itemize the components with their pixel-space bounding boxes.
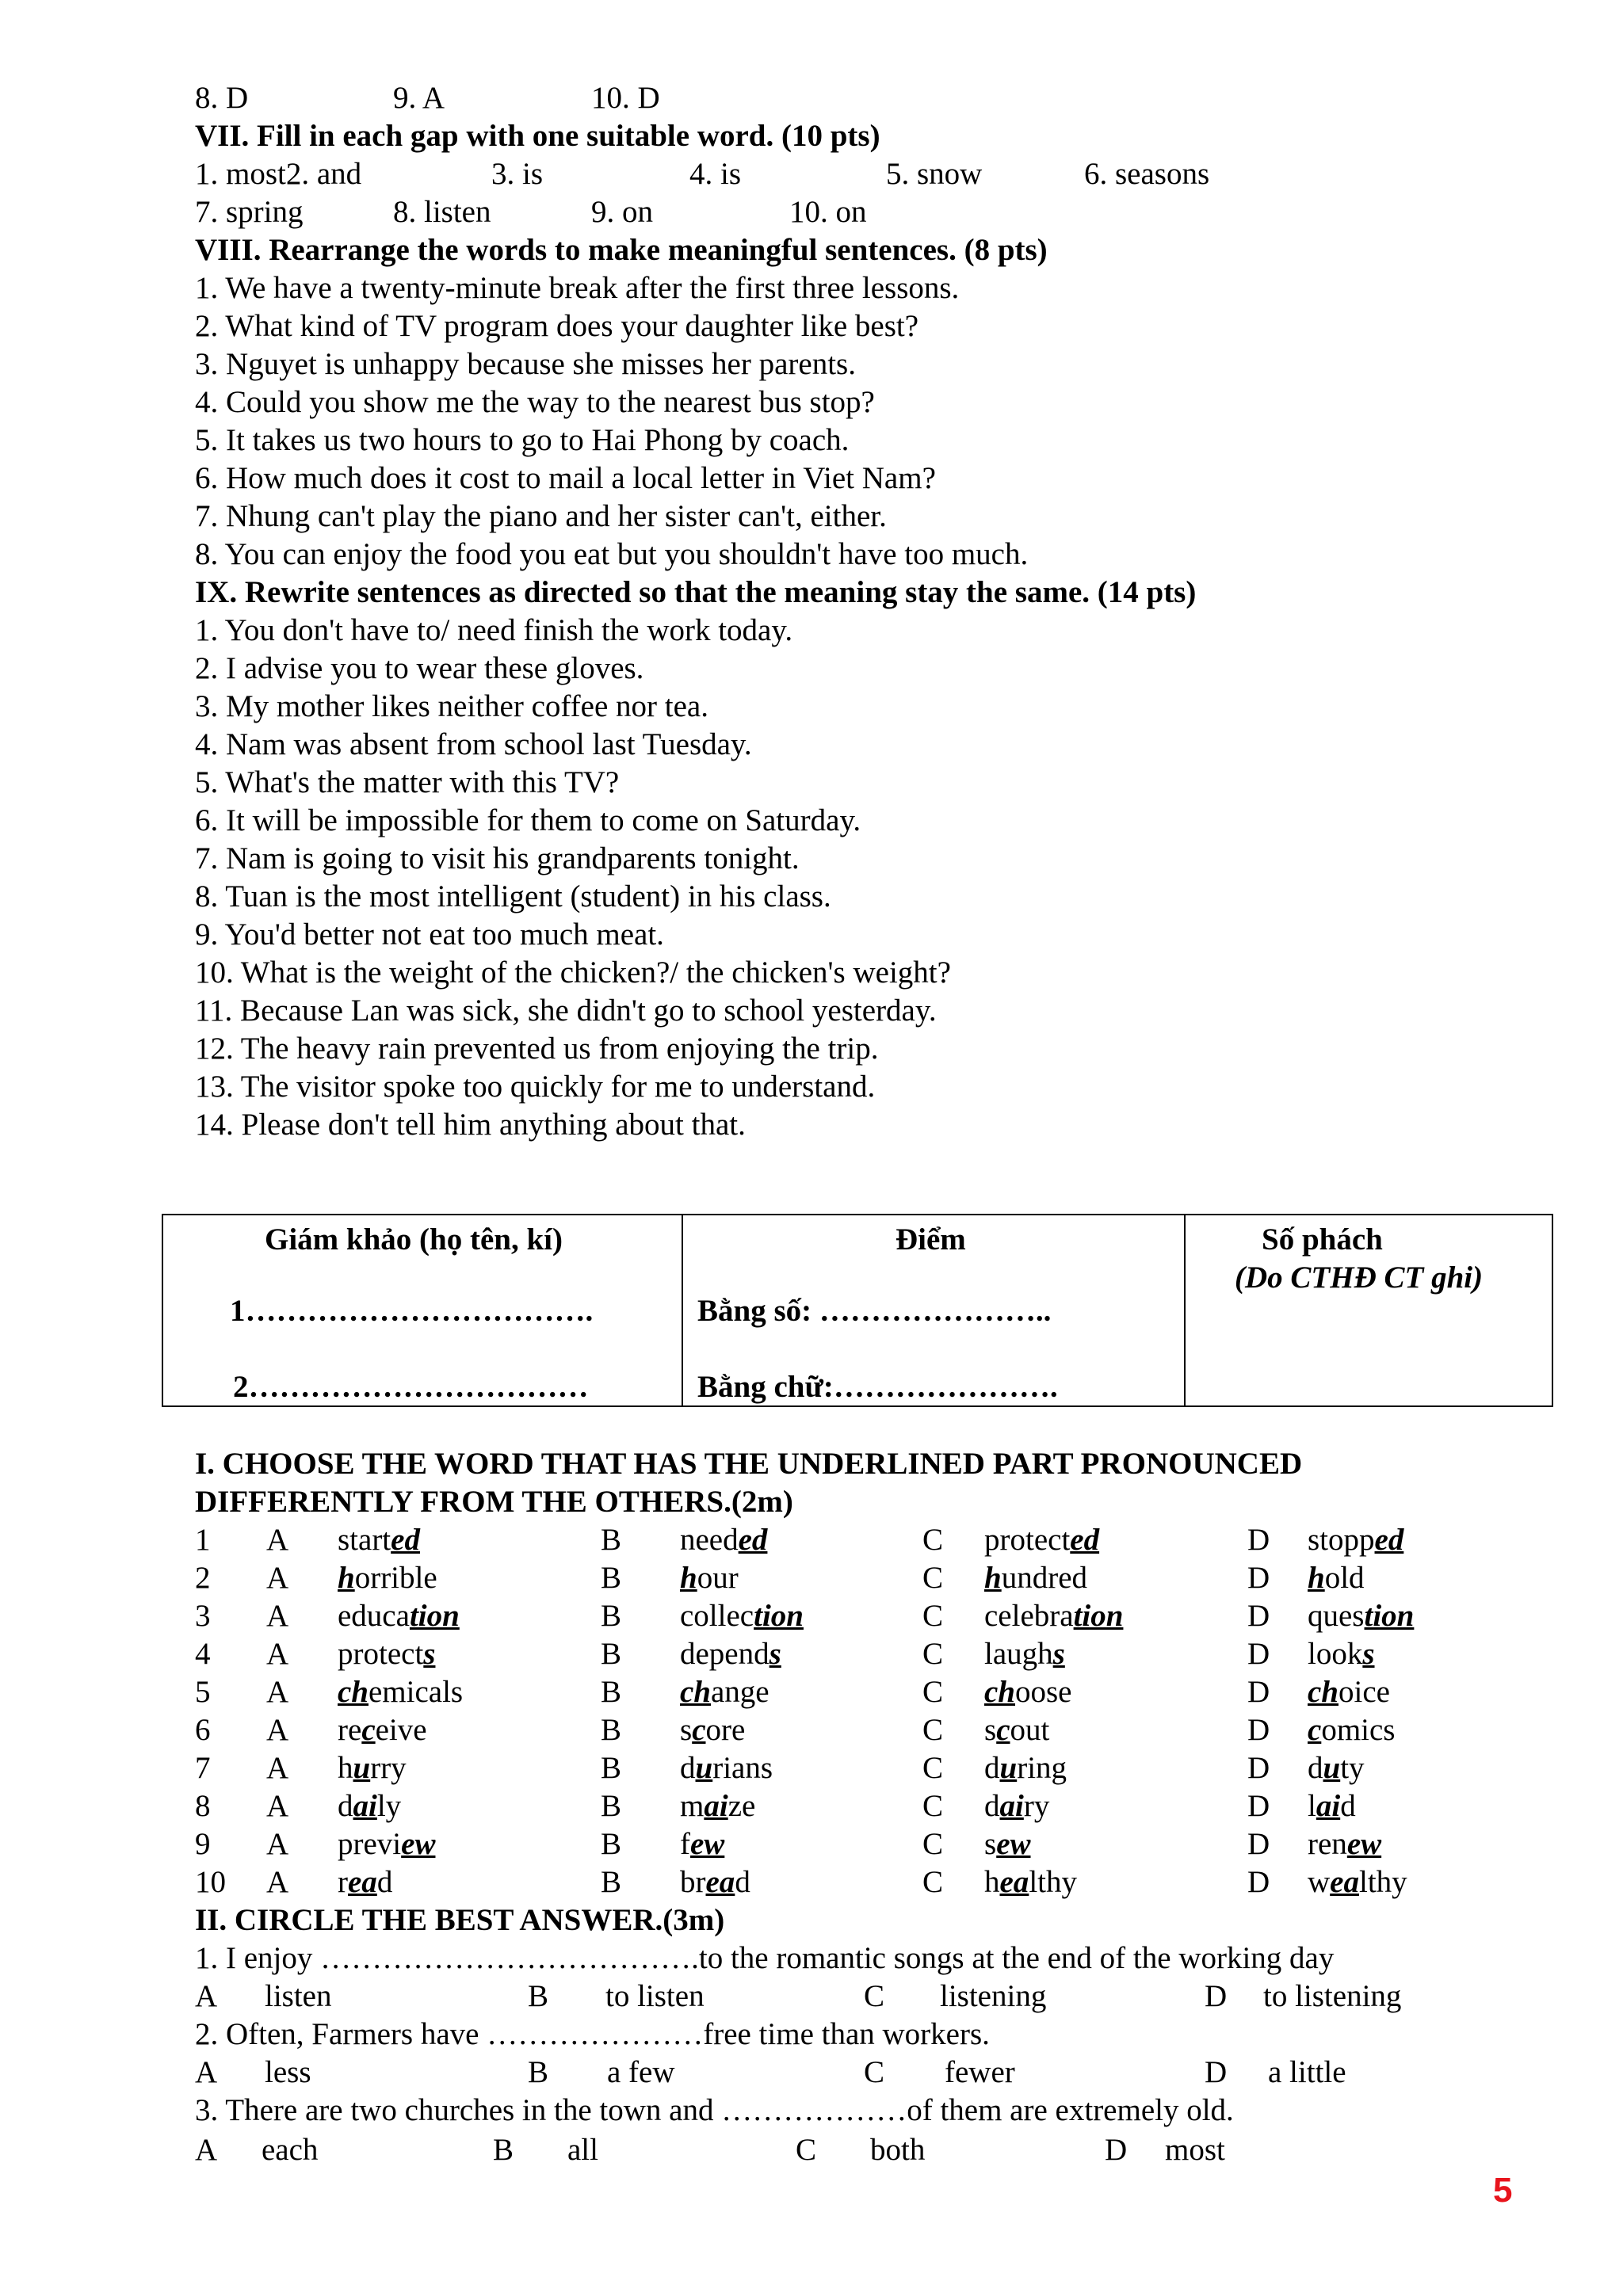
- underlined-part: tion: [1073, 1599, 1124, 1633]
- q1-option-letter: A: [195, 1979, 218, 2013]
- option-word[interactable]: [984, 1749, 1067, 1787]
- q3-option-letter: B: [493, 2133, 514, 2167]
- option-word[interactable]: [680, 1711, 745, 1749]
- option-letter: B: [601, 1675, 622, 1709]
- q1-option-letter: C: [864, 1979, 885, 2013]
- option-word[interactable]: [338, 1521, 420, 1559]
- option-word[interactable]: [338, 1711, 427, 1749]
- underlined-part: ai: [1316, 1789, 1341, 1823]
- score-words-line[interactable]: Bằng chữ:………………….: [697, 1370, 1058, 1404]
- option-letter: D: [1247, 1523, 1270, 1557]
- word-suffix: ze: [727, 1789, 756, 1823]
- q2-option-c[interactable]: fewer: [945, 2055, 1015, 2089]
- option-letter: A: [266, 1523, 289, 1557]
- word-prefix: s: [984, 1827, 997, 1861]
- section-9-item: 8. Tuan is the most intelligent (student) in his class.: [195, 879, 831, 913]
- word-prefix: protect: [984, 1523, 1071, 1557]
- word-prefix: laugh: [984, 1637, 1053, 1671]
- section-8-item: 5. It takes us two hours to go to Hai Phong by coach.: [195, 423, 850, 457]
- option-letter: A: [266, 1751, 289, 1785]
- option-letter: A: [266, 1713, 289, 1747]
- word-prefix: look: [1308, 1637, 1363, 1671]
- word-suffix: rians: [712, 1751, 773, 1785]
- option-word[interactable]: [1308, 1597, 1414, 1635]
- question-number: 5: [195, 1675, 211, 1709]
- section-9-item: 7. Nam is going to visit his grandparents tonight.: [195, 841, 800, 875]
- question-number: 2: [195, 1561, 211, 1595]
- question-number: 4: [195, 1637, 211, 1671]
- word-prefix: r: [338, 1865, 348, 1899]
- underlined-part: ch: [1308, 1675, 1338, 1709]
- word-prefix: stopp: [1308, 1523, 1375, 1557]
- question-3: 3. There are two churches in the town and ………………of them are extremely old.: [195, 2093, 1234, 2127]
- fill-answer: 3. is: [491, 157, 544, 191]
- section-9-item: 5. What's the matter with this TV?: [195, 765, 620, 799]
- score-cell: [682, 1215, 1185, 1406]
- option-letter: D: [1247, 1561, 1270, 1595]
- score-header: Điểm: [896, 1222, 966, 1257]
- option-letter: C: [922, 1599, 944, 1633]
- q3-option-letter: C: [796, 2133, 817, 2167]
- underlined-part: h: [984, 1561, 1002, 1595]
- option-word[interactable]: [680, 1521, 767, 1559]
- word-prefix: ren: [1308, 1827, 1347, 1861]
- section-1-title-line2: DIFFERENTLY FROM THE OTHERS.(2m): [195, 1485, 793, 1519]
- word-suffix: oose: [1015, 1675, 1072, 1709]
- fill-answer: 10. on: [789, 195, 867, 229]
- fill-answer: 8. listen: [393, 195, 491, 229]
- option-letter: A: [266, 1865, 289, 1899]
- option-word[interactable]: [338, 1863, 392, 1901]
- word-suffix: undred: [1001, 1561, 1088, 1595]
- option-letter: D: [1247, 1865, 1270, 1899]
- option-word[interactable]: [984, 1673, 1072, 1711]
- section-8-item: 2. What kind of TV program does your daughter like best?: [195, 309, 919, 343]
- answer-9: 9. A: [393, 81, 445, 115]
- word-suffix: lthy: [1358, 1865, 1407, 1899]
- underlined-part: tion: [1364, 1599, 1415, 1633]
- word-prefix: f: [680, 1827, 690, 1861]
- option-word[interactable]: [984, 1787, 1049, 1825]
- underlined-part: ed: [391, 1523, 420, 1557]
- option-word[interactable]: [1308, 1749, 1365, 1787]
- word-suffix: ore: [705, 1713, 746, 1747]
- option-word[interactable]: [680, 1635, 781, 1673]
- section-8-item: 1. We have a twenty-minute break after the first three lessons.: [195, 271, 960, 305]
- option-word[interactable]: [680, 1825, 724, 1863]
- q2-option-b[interactable]: a few: [607, 2055, 675, 2089]
- q3-option-a[interactable]: each: [262, 2133, 319, 2167]
- underlined-part: ed: [738, 1523, 768, 1557]
- word-suffix: ring: [1017, 1751, 1067, 1785]
- q2-option-letter: B: [528, 2055, 549, 2089]
- section-9-item: 4. Nam was absent from school last Tuesday.: [195, 727, 752, 761]
- word-suffix: d: [376, 1865, 393, 1899]
- option-letter: B: [601, 1865, 622, 1899]
- option-word[interactable]: [1308, 1635, 1375, 1673]
- option-letter: A: [266, 1675, 289, 1709]
- option-letter: D: [1247, 1789, 1270, 1823]
- option-letter: C: [922, 1713, 944, 1747]
- q3-option-d[interactable]: most: [1165, 2133, 1225, 2167]
- fill-answer: 6. seasons: [1084, 157, 1210, 191]
- option-letter: C: [922, 1827, 944, 1861]
- option-word[interactable]: [338, 1825, 435, 1863]
- word-suffix: ange: [711, 1675, 769, 1709]
- question-number: 8: [195, 1789, 211, 1823]
- examiner-1-line[interactable]: 1…………………………….: [230, 1294, 594, 1328]
- option-letter: C: [922, 1523, 944, 1557]
- q3-option-letter: A: [195, 2133, 218, 2167]
- option-word[interactable]: [1308, 1521, 1403, 1559]
- q1-option-a[interactable]: listen: [265, 1979, 332, 2013]
- fill-answer: 1. most2. and: [195, 157, 362, 191]
- answer-10: 10. D: [591, 81, 660, 115]
- underlined-part: ch: [984, 1675, 1015, 1709]
- word-suffix: emicals: [369, 1675, 464, 1709]
- option-word[interactable]: [680, 1787, 755, 1825]
- option-letter: B: [601, 1789, 622, 1823]
- word-suffix: ty: [1340, 1751, 1365, 1785]
- q2-option-letter: C: [864, 2055, 885, 2089]
- fill-answer: 9. on: [591, 195, 653, 229]
- word-prefix: protect: [338, 1637, 424, 1671]
- option-letter: B: [601, 1561, 622, 1595]
- examiner-cell: [162, 1215, 682, 1406]
- underlined-part: ai: [353, 1789, 377, 1823]
- underlined-part: ew: [996, 1827, 1031, 1861]
- option-letter: B: [601, 1827, 622, 1861]
- option-word[interactable]: [680, 1673, 769, 1711]
- option-word[interactable]: [680, 1863, 750, 1901]
- word-suffix: old: [1324, 1561, 1365, 1595]
- word-prefix: ques: [1308, 1599, 1365, 1633]
- option-letter: D: [1247, 1827, 1270, 1861]
- option-word[interactable]: [1308, 1711, 1395, 1749]
- question-number: 7: [195, 1751, 211, 1785]
- option-word[interactable]: [1308, 1559, 1365, 1597]
- option-word[interactable]: [1308, 1863, 1407, 1901]
- option-word[interactable]: [338, 1673, 463, 1711]
- underlined-part: ew: [401, 1827, 436, 1861]
- option-letter: A: [266, 1827, 289, 1861]
- option-letter: B: [601, 1637, 622, 1671]
- option-letter: C: [922, 1865, 944, 1899]
- option-letter: D: [1247, 1637, 1270, 1671]
- answer-8: 8. D: [195, 81, 249, 115]
- word-suffix: rry: [370, 1751, 407, 1785]
- word-prefix: w: [1308, 1865, 1331, 1899]
- underlined-part: h: [680, 1561, 697, 1595]
- word-prefix: d: [1308, 1751, 1323, 1785]
- word-suffix: oice: [1338, 1675, 1390, 1709]
- fill-answer: 5. snow: [886, 157, 983, 191]
- underlined-part: u: [695, 1751, 713, 1785]
- option-word[interactable]: [338, 1597, 460, 1635]
- question-1: 1. I enjoy ……………………………….to the romantic songs at the end of the working day: [195, 1941, 1335, 1975]
- word-suffix: orrible: [354, 1561, 437, 1595]
- option-word[interactable]: [338, 1749, 407, 1787]
- word-suffix: our: [697, 1561, 739, 1595]
- section-9-item: 9. You'd better not eat too much meat.: [195, 917, 664, 952]
- word-prefix: d: [338, 1789, 353, 1823]
- option-letter: A: [266, 1599, 289, 1633]
- q1-option-d[interactable]: to listening: [1263, 1979, 1402, 2013]
- word-prefix: educa: [338, 1599, 410, 1633]
- word-suffix: ly: [376, 1789, 402, 1823]
- q2-option-letter: A: [195, 2055, 218, 2089]
- question-2: 2. Often, Farmers have …………………free time than workers.: [195, 2017, 990, 2051]
- underlined-part: c: [692, 1713, 706, 1747]
- option-word[interactable]: [338, 1635, 435, 1673]
- underlined-part: ch: [338, 1675, 369, 1709]
- code-header: Số phách: [1262, 1222, 1383, 1257]
- q1-option-b[interactable]: to listen: [605, 1979, 705, 2013]
- underlined-part: ai: [999, 1789, 1024, 1823]
- option-letter: A: [266, 1561, 289, 1595]
- option-word[interactable]: [984, 1825, 1031, 1863]
- option-word[interactable]: [984, 1597, 1123, 1635]
- option-word[interactable]: [680, 1749, 773, 1787]
- section-8-item: 3. Nguyet is unhappy because she misses her parents.: [195, 347, 856, 381]
- underlined-part: s: [1052, 1637, 1065, 1671]
- section-9-item: 12. The heavy rain prevented us from enjoying the trip.: [195, 1032, 879, 1066]
- underlined-part: ea: [348, 1865, 377, 1899]
- option-word[interactable]: [680, 1597, 804, 1635]
- word-prefix: previ: [338, 1827, 402, 1861]
- underlined-part: c: [996, 1713, 1010, 1747]
- section-9-item: 14. Please don't tell him anything about that.: [195, 1108, 746, 1142]
- option-letter: C: [922, 1789, 944, 1823]
- question-number: 3: [195, 1599, 211, 1633]
- underlined-part: h: [338, 1561, 355, 1595]
- section-8-item: 7. Nhung can't play the piano and her sister can't, either.: [195, 499, 887, 533]
- option-letter: D: [1247, 1713, 1270, 1747]
- section-9-item: 2. I advise you to wear these gloves.: [195, 651, 644, 685]
- underlined-part: ed: [1374, 1523, 1404, 1557]
- word-suffix: omics: [1321, 1713, 1396, 1747]
- word-suffix: d: [735, 1865, 750, 1899]
- section-9-item: 1. You don't have to/ need finish the work today.: [195, 613, 793, 647]
- section-8-title: VIII. Rearrange the words to make meaningful sentences. (8 pts): [195, 233, 1048, 267]
- option-word[interactable]: [984, 1559, 1087, 1597]
- question-number: 10: [195, 1865, 226, 1899]
- word-suffix: ry: [1023, 1789, 1050, 1823]
- question-number: 1: [195, 1523, 211, 1557]
- option-word[interactable]: [1308, 1825, 1381, 1863]
- page-number: 5: [1493, 2171, 1513, 2210]
- word-prefix: depend: [680, 1637, 769, 1671]
- option-letter: B: [601, 1751, 622, 1785]
- word-prefix: l: [1308, 1789, 1316, 1823]
- underlined-part: ea: [999, 1865, 1029, 1899]
- code-cell: [1185, 1215, 1552, 1406]
- underlined-part: ea: [1330, 1865, 1359, 1899]
- underlined-part: s: [769, 1637, 781, 1671]
- section-8-item: 8. You can enjoy the food you eat but you shouldn't have too much.: [195, 537, 1029, 571]
- underlined-part: u: [999, 1751, 1018, 1785]
- section-9-title: IX. Rewrite sentences as directed so that the meaning stay the same. (14 pts): [195, 575, 1197, 609]
- word-prefix: d: [984, 1789, 1000, 1823]
- word-suffix: out: [1010, 1713, 1050, 1747]
- word-suffix: lthy: [1029, 1865, 1077, 1899]
- word-prefix: need: [680, 1523, 739, 1557]
- question-number: 9: [195, 1827, 211, 1861]
- option-word[interactable]: [338, 1787, 401, 1825]
- q1-option-letter: D: [1205, 1979, 1228, 2013]
- word-prefix: collec: [680, 1599, 754, 1633]
- examiner-2-line[interactable]: 2……………………………: [233, 1370, 589, 1404]
- option-letter: C: [922, 1751, 944, 1785]
- word-prefix: d: [984, 1751, 1000, 1785]
- section-7-title: VII. Fill in each gap with one suitable word. (10 pts): [195, 119, 880, 153]
- underlined-part: c: [361, 1713, 376, 1747]
- section-1-title-line1: I. CHOOSE THE WORD THAT HAS THE UNDERLINED PART PRONOUNCED: [195, 1447, 1303, 1481]
- word-prefix: s: [680, 1713, 693, 1747]
- option-word[interactable]: [680, 1559, 739, 1597]
- underlined-part: ed: [1070, 1523, 1100, 1557]
- section-2-title: II. CIRCLE THE BEST ANSWER.(3m): [195, 1903, 725, 1937]
- option-word[interactable]: [338, 1559, 437, 1597]
- option-word[interactable]: [1308, 1673, 1390, 1711]
- option-letter: B: [601, 1713, 622, 1747]
- word-suffix: eive: [375, 1713, 427, 1747]
- option-letter: C: [922, 1637, 944, 1671]
- q2-option-a[interactable]: less: [265, 2055, 311, 2089]
- section-9-item: 6. It will be impossible for them to come on Saturday.: [195, 803, 861, 837]
- q1-option-c[interactable]: listening: [940, 1979, 1047, 2013]
- underlined-part: c: [1308, 1713, 1322, 1747]
- underlined-part: h: [1308, 1561, 1325, 1595]
- option-letter: C: [922, 1675, 944, 1709]
- section-9-item: 3. My mother likes neither coffee nor tea.: [195, 689, 708, 723]
- option-word[interactable]: [1308, 1787, 1356, 1825]
- underlined-part: ai: [704, 1789, 728, 1823]
- underlined-part: s: [423, 1637, 436, 1671]
- option-letter: B: [601, 1523, 622, 1557]
- underlined-part: tion: [409, 1599, 460, 1633]
- word-prefix: h: [984, 1865, 1000, 1899]
- option-letter: D: [1247, 1599, 1270, 1633]
- q2-option-d[interactable]: a little: [1268, 2055, 1346, 2089]
- word-prefix: d: [680, 1751, 696, 1785]
- word-prefix: celebra: [984, 1599, 1074, 1633]
- q2-option-letter: D: [1205, 2055, 1228, 2089]
- q3-option-b[interactable]: all: [567, 2133, 598, 2167]
- option-word[interactable]: [984, 1711, 1049, 1749]
- section-9-item: 13. The visitor spoke too quickly for me to understand.: [195, 1070, 876, 1104]
- examiner-header: Giám khảo (họ tên, kí): [265, 1222, 563, 1257]
- q1-option-letter: B: [528, 1979, 549, 2013]
- score-number-line[interactable]: Bằng số: …………………..: [697, 1294, 1052, 1328]
- underlined-part: u: [353, 1751, 371, 1785]
- word-suffix: d: [1340, 1789, 1356, 1823]
- option-word[interactable]: [984, 1521, 1099, 1559]
- underlined-part: ew: [1346, 1827, 1382, 1861]
- section-9-item: 11. Because Lan was sick, she didn't go to school yesterday.: [195, 994, 937, 1028]
- underlined-part: ew: [690, 1827, 725, 1861]
- word-prefix: m: [680, 1789, 705, 1823]
- word-prefix: re: [338, 1713, 362, 1747]
- option-letter: A: [266, 1789, 289, 1823]
- q3-option-letter: D: [1105, 2133, 1128, 2167]
- section-8-item: 4. Could you show me the way to the nearest bus stop?: [195, 385, 875, 419]
- question-number: 6: [195, 1713, 211, 1747]
- underlined-part: ch: [680, 1675, 711, 1709]
- underlined-part: tion: [754, 1599, 804, 1633]
- option-letter: D: [1247, 1675, 1270, 1709]
- code-note: (Do CTHĐ CT ghi): [1235, 1261, 1484, 1295]
- word-prefix: s: [984, 1713, 997, 1747]
- word-prefix: br: [680, 1865, 706, 1899]
- option-word[interactable]: [984, 1863, 1077, 1901]
- underlined-part: ea: [705, 1865, 735, 1899]
- section-9-item: 10. What is the weight of the chicken?/ the chicken's weight?: [195, 955, 951, 990]
- underlined-part: u: [1323, 1751, 1341, 1785]
- option-letter: B: [601, 1599, 622, 1633]
- fill-answer: 4. is: [689, 157, 742, 191]
- section-8-item: 6. How much does it cost to mail a local letter in Viet Nam?: [195, 461, 936, 495]
- word-prefix: start: [338, 1523, 391, 1557]
- fill-answer: 7. spring: [195, 195, 304, 229]
- option-letter: C: [922, 1561, 944, 1595]
- option-letter: A: [266, 1637, 289, 1671]
- grading-table: [162, 1214, 1553, 1407]
- word-prefix: h: [338, 1751, 353, 1785]
- option-word[interactable]: [984, 1635, 1065, 1673]
- q3-option-c[interactable]: both: [870, 2133, 926, 2167]
- underlined-part: s: [1362, 1637, 1375, 1671]
- option-letter: D: [1247, 1751, 1270, 1785]
